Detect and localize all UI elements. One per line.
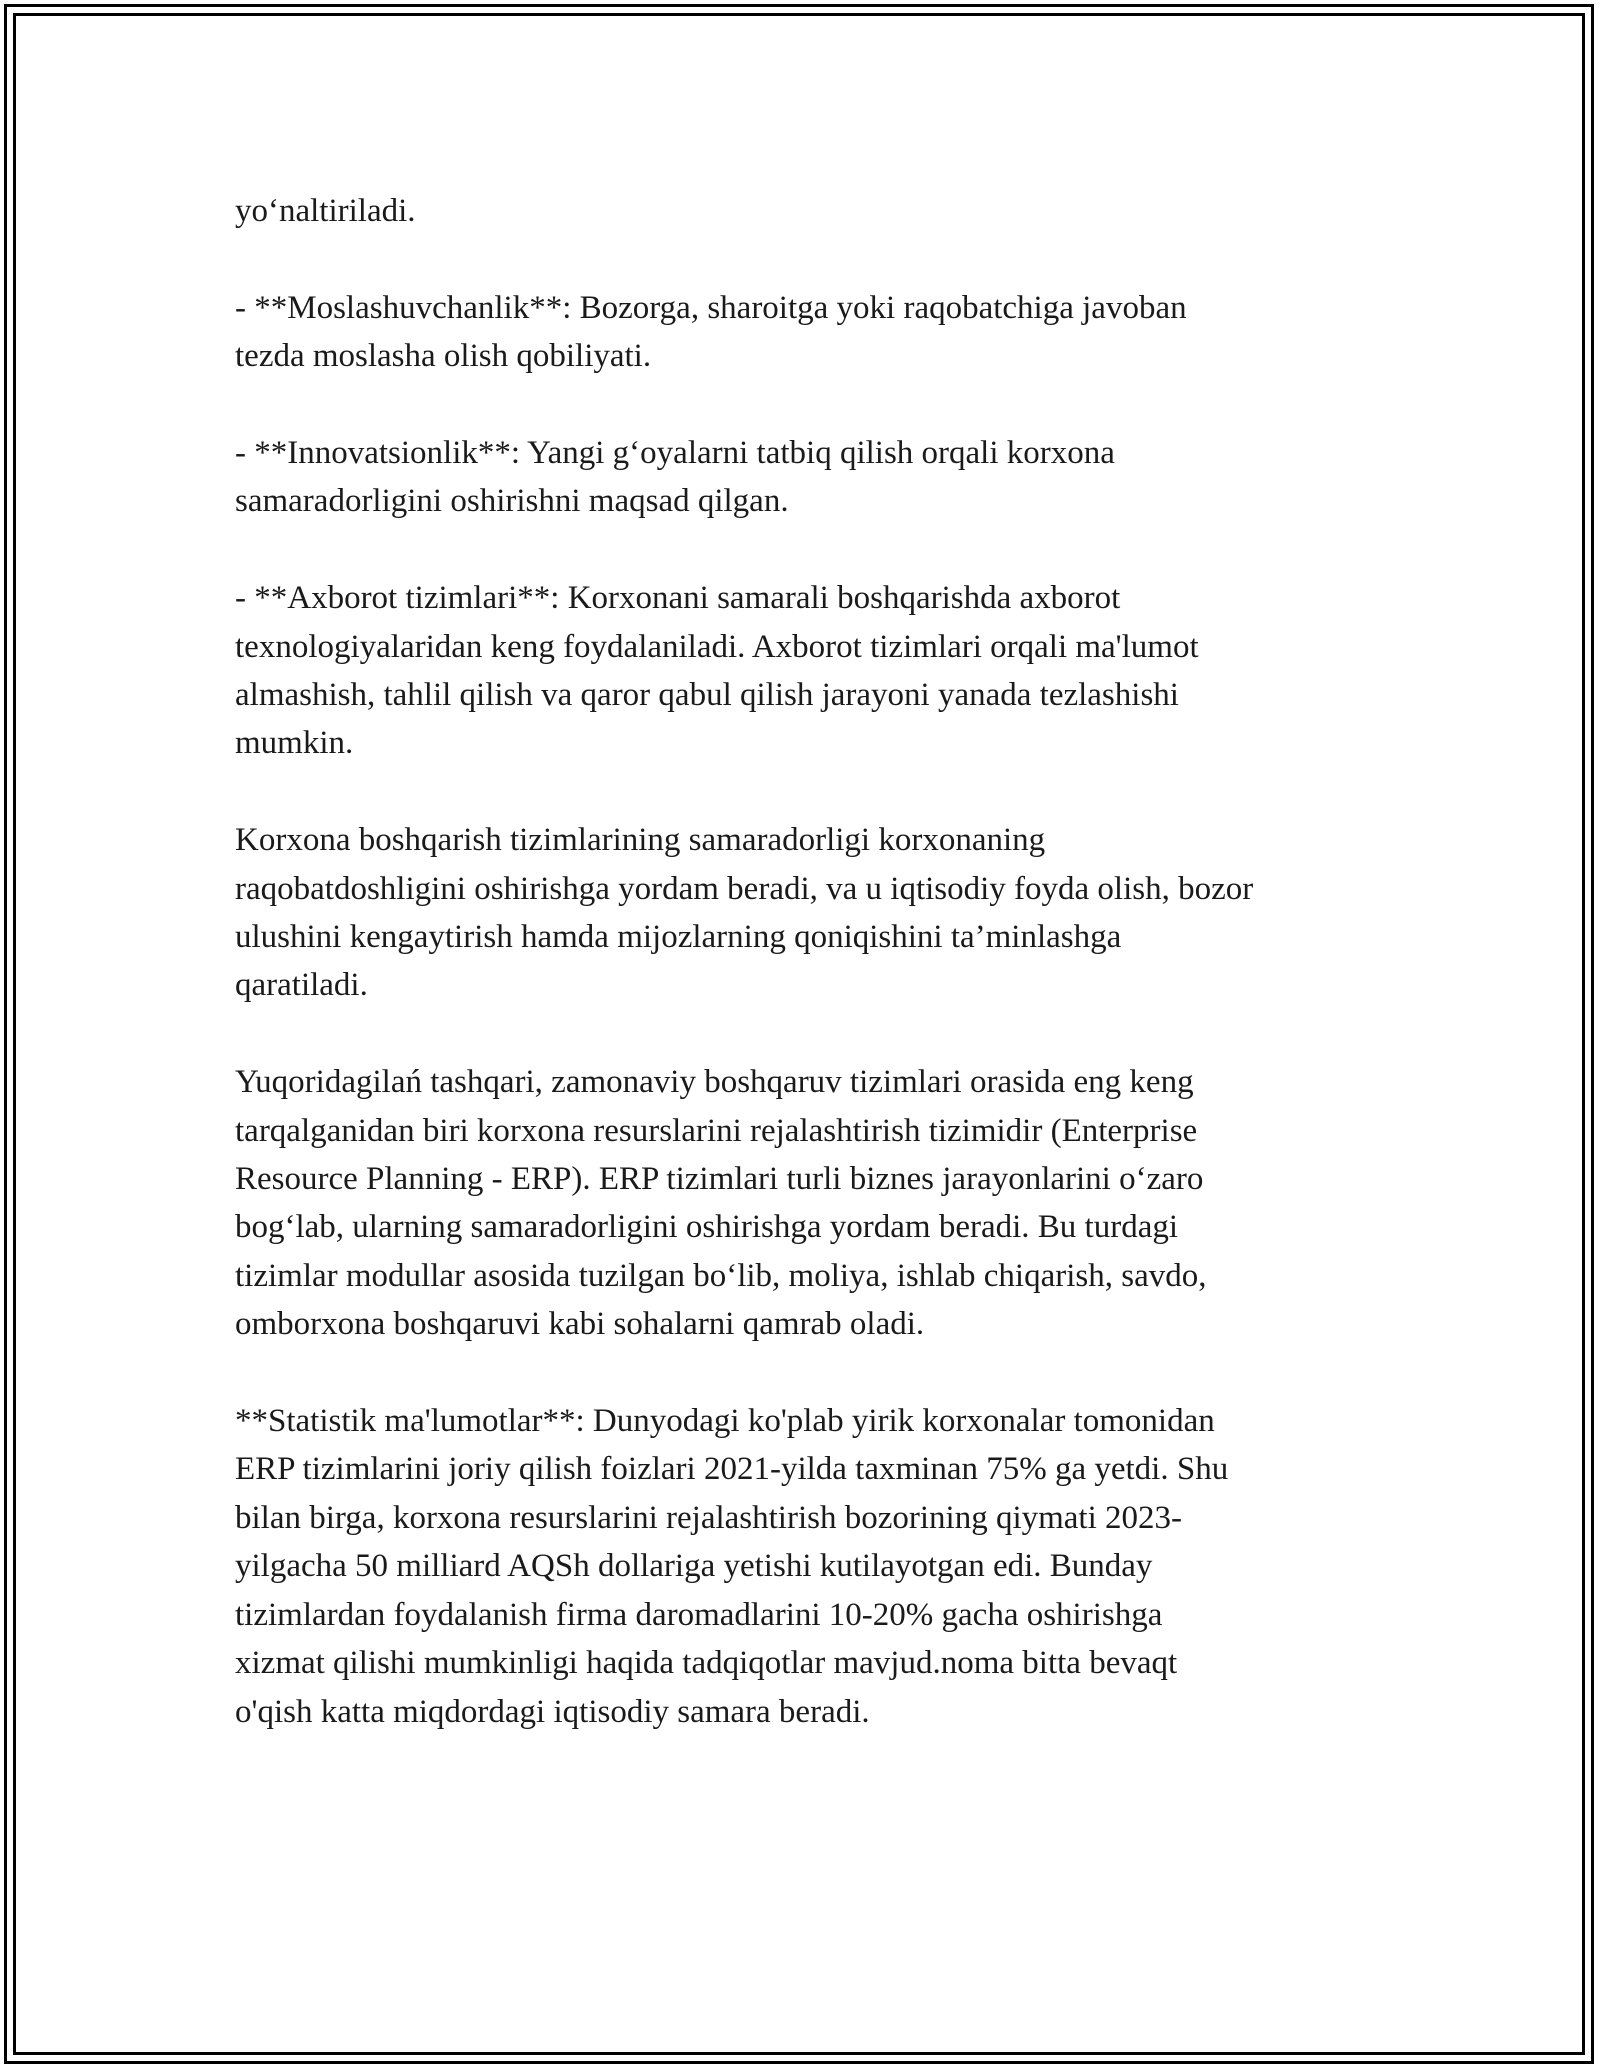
list-item-innovatsionlik: - **Innovatsionlik**: Yangi g‘oyalarni tatbiq qilish orqali korxona samaradorligini oshirishni maqsad qilgan. <box>235 435 1115 520</box>
document-body <box>235 187 1385 1784</box>
paragraph-statistics: **Statistik ma'lumotlar**: Dunyodagi ko'plab yirik korxonalar tomonidan ERP tizimlarini joriy qilish foizlari 2021-yilda taxminan 75% ga yetdi. Shu bilan birga, korxona resurslarini rejalashtirish bozorining qiymati 2023- yilgacha 50 milliard AQSh dollariga yetishi kutilayotgan edi. Bunday tizimlardan foydalanish firma daromadlarini 10-20% gacha oshirishga xizmat qilishi mumkinligi haqida tadqiqotlar mavjud.noma bitta bevaqt o'qish katta miqdordagi iqtisodiy samara beradi. <box>235 1403 1229 1730</box>
paragraph-samaradorlik: Korxona boshqarish tizimlarining samaradorligi korxonaning raqobatdoshligini oshirishga yordam beradi, va u iqtisodiy foyda olish, bozor ulushini kengaytirish hamda mijozlarning qoniqishini ta’minlashga qaratiladi. <box>235 822 1254 1004</box>
list-item-moslashuvchanlik: - **Moslashuvchanlik**: Bozorga, sharoitga yoki raqobatchiga javoban tezda moslasha olish qobiliyati. <box>235 289 1187 375</box>
list-item-axborot-tizimlari: - **Axborot tizimlari**: Korxonani samarali boshqarishda axborot texnologiyalaridan keng foydalaniladi. Axborot tizimlari orqali ma'lumot almashish, tahlil qilish va qaror qabul qilish jarayoni yanada tezlashishi mumkin. <box>235 580 1199 762</box>
paragraph-erp: Yuqoridagilań tashqari, zamonaviy boshqaruv tizimlari orasida eng keng tarqalganidan biri korxona resurslarini rejalashtirish tizimidir (Enterprise Resource Planning - ERP). ERP tizimlari turli biznes jarayonlarini o‘zaro bog‘lab, ularning samaradorligini oshirishga yordam beradi. Bu turdagi tizimlar modullar asosida tuzilgan bo‘lib, moliya, ishlab chiqarish, savdo, omborxona boshqaruvi kabi sohalarni qamrab oladi. <box>235 1064 1207 1343</box>
paragraph-continuation: yo‘naltiriladi. <box>235 193 416 229</box>
